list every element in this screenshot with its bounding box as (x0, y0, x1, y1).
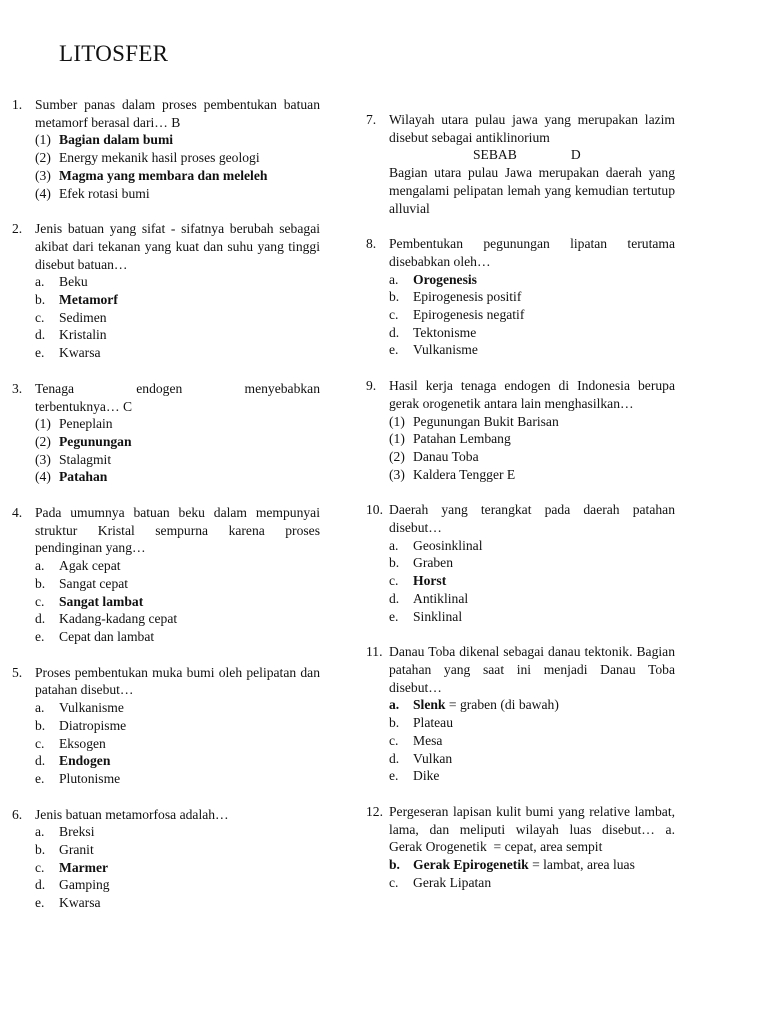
option: c. Sangat lambat (35, 593, 144, 609)
option: (3) Magma yang membara dan meleleh (35, 167, 268, 183)
question-text: Daerah yang terangkat pada daerah patahan disebut… (389, 502, 675, 536)
option: d. Endogen (35, 753, 111, 769)
option: e. Dike (389, 768, 440, 784)
question-text: Sumber panas dalam proses pembentukan batuan metamorf berasal dari… B (35, 97, 320, 130)
option: b. Sangat cepat (35, 575, 129, 591)
question-9 (366, 377, 675, 483)
option: c. Horst (389, 573, 447, 589)
question-text: Tenaga endogen menyebabkan terbentuknya… C (35, 380, 320, 414)
question-4 (12, 504, 320, 646)
option: (4) Patahan (35, 469, 108, 485)
right-column (366, 111, 709, 909)
option: c. Eksogen (35, 735, 106, 751)
option: (3) Stalagmit (35, 451, 112, 467)
question-number: 5. (12, 664, 23, 680)
question-text: Jenis batuan metamorfosa adalah… (35, 806, 229, 822)
question-1 (12, 96, 320, 202)
option: c. Epirogenesis negatif (389, 307, 525, 323)
question-text: Pergeseran lapisan kulit bumi yang relative lambat, lama, dan meliputi wilayah luas disebut… a. Gerak Orogenetik = cepat, area sempit (389, 803, 709, 855)
option: a. Breksi (35, 824, 95, 840)
option: e. Plutonisme (35, 770, 121, 786)
option: d. Gamping (35, 877, 110, 893)
option: c. Marmer (35, 859, 109, 875)
question-number: 3. (12, 380, 23, 396)
question-number: 12. (366, 803, 383, 819)
question-12 (366, 803, 709, 892)
option: (1) Patahan Lembang (389, 431, 511, 447)
question-number: 4. (12, 505, 23, 521)
question-text: Hasil kerja tenaga endogen di Indonesia berupa gerak orogenetik antara lain menghasilkan… (389, 378, 675, 411)
option: b. Granit (35, 842, 94, 858)
question-number: 6. (12, 806, 23, 822)
option: (1) Bagian dalam bumi (35, 132, 174, 148)
option: b. Diatropisme (35, 717, 127, 733)
question-3 (12, 380, 320, 486)
option: d. Kadang-kadang cepat (35, 611, 178, 627)
question-text: Pembentukan pegunungan lipatan terutama disebabkan oleh… (389, 236, 675, 269)
question-text: Pada umumnya batuan beku dalam mempunyai struktur Kristal sempurna karena proses pendinginan yang… (35, 505, 320, 556)
option: a. Slenk = graben (di bawah) (389, 697, 559, 713)
option: c. Mesa (389, 732, 443, 748)
option: c. Gerak Lipatan (389, 874, 492, 890)
question-6 (12, 806, 320, 912)
option: d. Kristalin (35, 327, 107, 343)
question-number: 11. (366, 644, 383, 660)
question-5 (12, 664, 320, 788)
option: a. Geosinklinal (389, 537, 483, 553)
option: d. Antiklinal (389, 590, 469, 606)
option: a. Agak cepat (35, 558, 121, 574)
question-number: 7. (366, 112, 377, 127)
option: b. Gerak Epirogenetik = lambat, area luas (389, 857, 635, 873)
question-text: Proses pembentukan muka bumi oleh pelipatan dan patahan disebut… (35, 664, 320, 698)
question-number: 10. (366, 502, 383, 518)
option: e. Kwarsa (35, 895, 101, 911)
question-2 (12, 220, 320, 362)
question-number: 1. (12, 97, 23, 112)
option: (1) Peneplain (35, 416, 113, 432)
question-text: Danau Toba dikenal sebagai danau tektonik. Bagian patahan yang saat ini menjadi Danau Toba disebut… (389, 644, 675, 695)
left-column (12, 96, 320, 930)
option: b. Graben (389, 555, 454, 571)
option: (2) Pegunungan (35, 433, 132, 449)
option: (2) Energy mekanik hasil proses geologi (35, 150, 260, 166)
option: a. Vulkanisme (35, 700, 124, 716)
option: e. Kwarsa (35, 345, 101, 361)
option: a. Orogenesis (389, 271, 477, 287)
option: (3) Kaldera Tengger E (389, 466, 516, 482)
option: d. Vulkan (389, 750, 453, 766)
option: (2) Danau Toba (389, 448, 479, 464)
option: b. Metamorf (35, 292, 118, 308)
question-text: Wilayah utara pulau jawa yang merupakan lazim disebut sebagai antiklinorium (389, 112, 675, 145)
option: (1) Pegunungan Bukit Barisan (389, 413, 559, 429)
sebab-label: SEBAB (473, 147, 517, 163)
question-11 (366, 643, 675, 785)
question-text: Jenis batuan yang sifat - sifatnya berubah sebagai akibat dari tekanan yang kuat dan suhu yang tinggi disebut batuan… (35, 221, 320, 272)
document-title: LITOSFER (59, 41, 169, 66)
option: e. Sinklinal (389, 608, 463, 624)
question-8 (366, 235, 675, 359)
question-text-2: Bagian utara pulau Jawa merupakan daerah yang mengalami pelipatan lemah yang kemudian tertutup alluvial (389, 165, 675, 216)
answer-letter: D (570, 147, 581, 163)
question-number: 8. (366, 236, 377, 252)
option: c. Sedimen (35, 309, 107, 325)
option: a. Beku (35, 274, 88, 290)
option: e. Vulkanisme (389, 342, 478, 358)
question-7 (366, 111, 675, 217)
option: (4) Efek rotasi bumi (35, 185, 150, 201)
question-10 (366, 501, 675, 625)
option: b. Plateau (389, 715, 454, 731)
option: d. Tektonisme (389, 324, 477, 340)
option: b. Epirogenesis positif (389, 289, 522, 305)
question-number: 9. (366, 378, 377, 394)
option: e. Cepat dan lambat (35, 628, 155, 644)
question-number: 2. (12, 221, 23, 237)
